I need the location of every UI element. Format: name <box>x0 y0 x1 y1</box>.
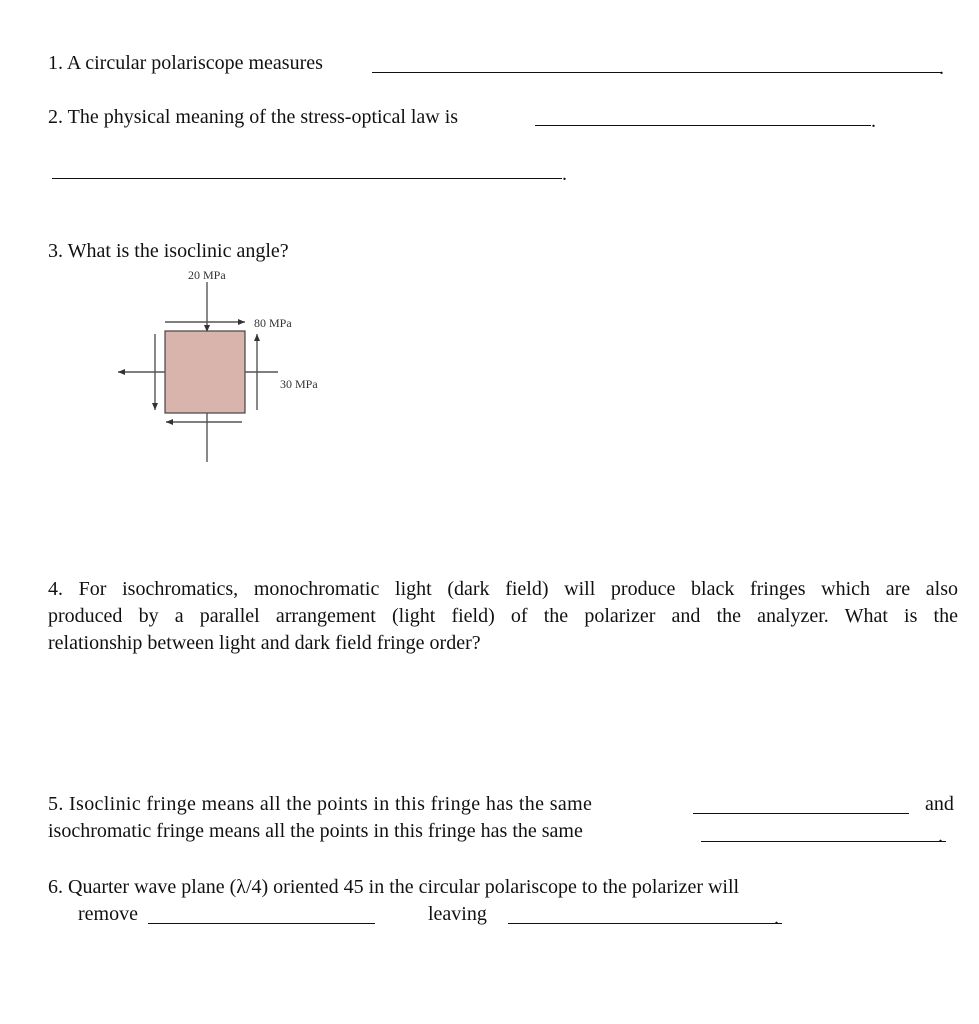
question-1-text: 1. A circular polariscope measures <box>48 52 323 74</box>
question-2-text: 2. The physical meaning of the stress-optical law is <box>48 106 459 128</box>
question-4-paragraph <box>48 576 958 657</box>
question-5-answer-blank-2[interactable] <box>701 841 946 842</box>
question-1-period: . <box>939 57 944 79</box>
question-6-leaving: leaving <box>428 903 487 925</box>
question-3-text: 3. What is the isoclinic angle? <box>48 240 289 262</box>
stress-element-figure <box>100 266 440 466</box>
question-4-line-2: produced by a parallel arrangement (light field) of the polarizer and the analyzer. What is the <box>48 605 958 627</box>
question-1-answer-blank[interactable] <box>372 72 942 73</box>
question-6-remove: remove <box>78 903 138 925</box>
question-6-line-1: 6. Quarter wave plane (λ/4) oriented 45 in the circular polariscope to the polarizer will <box>48 876 740 898</box>
question-6-answer-blank-2[interactable] <box>508 923 782 924</box>
stress-element-square <box>165 331 245 413</box>
question-5-line-1: 5. Isoclinic fringe means all the points in this fringe has the same <box>48 793 593 815</box>
question-5-and: and <box>925 793 954 815</box>
question-4-line-1: 4. For isochromatics, monochromatic light (dark field) will produce black fringes which are also <box>48 578 958 600</box>
question-6-period: . <box>774 907 779 929</box>
question-2-answer-blank-1[interactable] <box>535 125 871 126</box>
question-6-answer-blank-1[interactable] <box>148 923 375 924</box>
label-30-mpa: 30 MPa <box>280 377 318 391</box>
question-2-period-1: . <box>871 110 876 132</box>
label-20-mpa: 20 MPa <box>188 268 226 282</box>
question-4-line-3: relationship between light and dark field fringe order? <box>48 632 481 654</box>
question-2-period-2: . <box>562 163 567 185</box>
question-5-answer-blank-1[interactable] <box>693 813 909 814</box>
question-2-answer-blank-2[interactable] <box>52 178 562 179</box>
question-5-period: . <box>938 825 943 847</box>
label-80-mpa: 80 MPa <box>254 316 292 330</box>
question-5-line-2: isochromatic fringe means all the points in this fringe has the same <box>48 820 583 842</box>
